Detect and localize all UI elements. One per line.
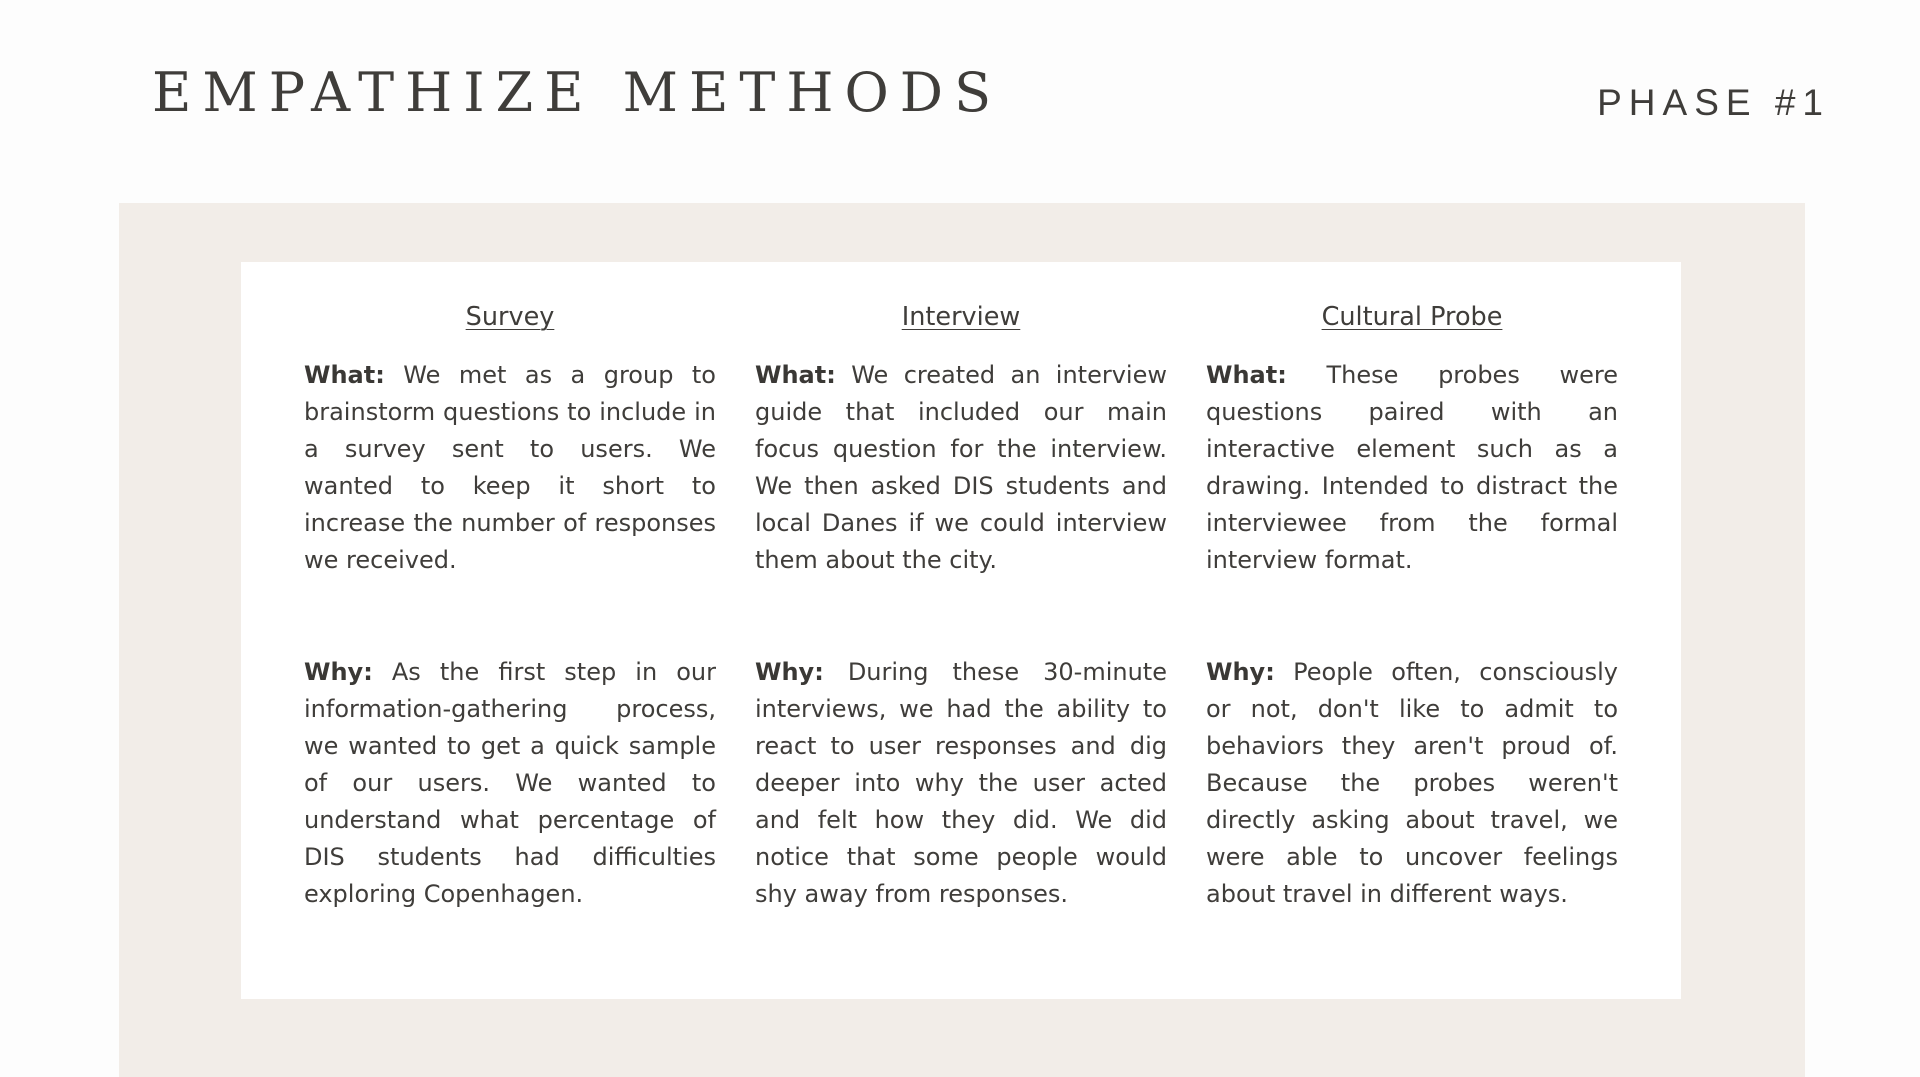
what-label: What: (304, 360, 385, 389)
method-heading: Survey (465, 302, 555, 332)
why-paragraph (304, 654, 716, 913)
why-paragraph (1206, 654, 1618, 913)
what-label: What: (1206, 360, 1287, 389)
why-label: Why: (304, 657, 373, 686)
what-paragraph (304, 357, 716, 579)
what-paragraph (755, 357, 1167, 579)
method-heading: Interview (901, 302, 1021, 332)
why-text: During these 30-minute interviews, we had the ability to react to user responses and dig deeper into why the user acted and felt how they did. We did notice that some people would shy away from responses. (755, 657, 1167, 908)
why-text: People often, consciously or not, don't like to admit to behaviors they aren't proud of. Because the probes weren't directly asking about travel, we were able to uncover feelings about travel in different ways. (1206, 657, 1618, 908)
method-column-survey (304, 302, 716, 913)
method-heading: Cultural Probe (1321, 302, 1503, 332)
why-label: Why: (755, 657, 824, 686)
method-column-cultural-probe (1206, 302, 1618, 913)
methods-card (241, 262, 1681, 999)
why-paragraph (755, 654, 1167, 913)
page-title: EMPATHIZE METHODS (152, 61, 1003, 124)
why-label: Why: (1206, 657, 1275, 686)
what-text: We created an interview guide that included our main focus question for the interview. We then asked DIS students and local Danes if we could interview them about the city. (755, 360, 1167, 574)
what-label: What: (755, 360, 836, 389)
what-text: We met as a group to brainstorm questions to include in a survey sent to users. We wanted to keep it short to increase the number of responses we received. (304, 360, 716, 574)
phase-label: PHASE #1 (1597, 82, 1830, 123)
why-text: As the first step in our information-gathering process, we wanted to get a quick sample of our users. We wanted to understand what percentage of DIS students had difficulties exploring Copenhagen. (304, 657, 716, 908)
what-text: These probes were questions paired with an interactive element such as a drawing. Intended to distract the interviewee from the formal interview format. (1206, 360, 1618, 574)
method-column-interview (755, 302, 1167, 913)
what-paragraph (1206, 357, 1618, 579)
